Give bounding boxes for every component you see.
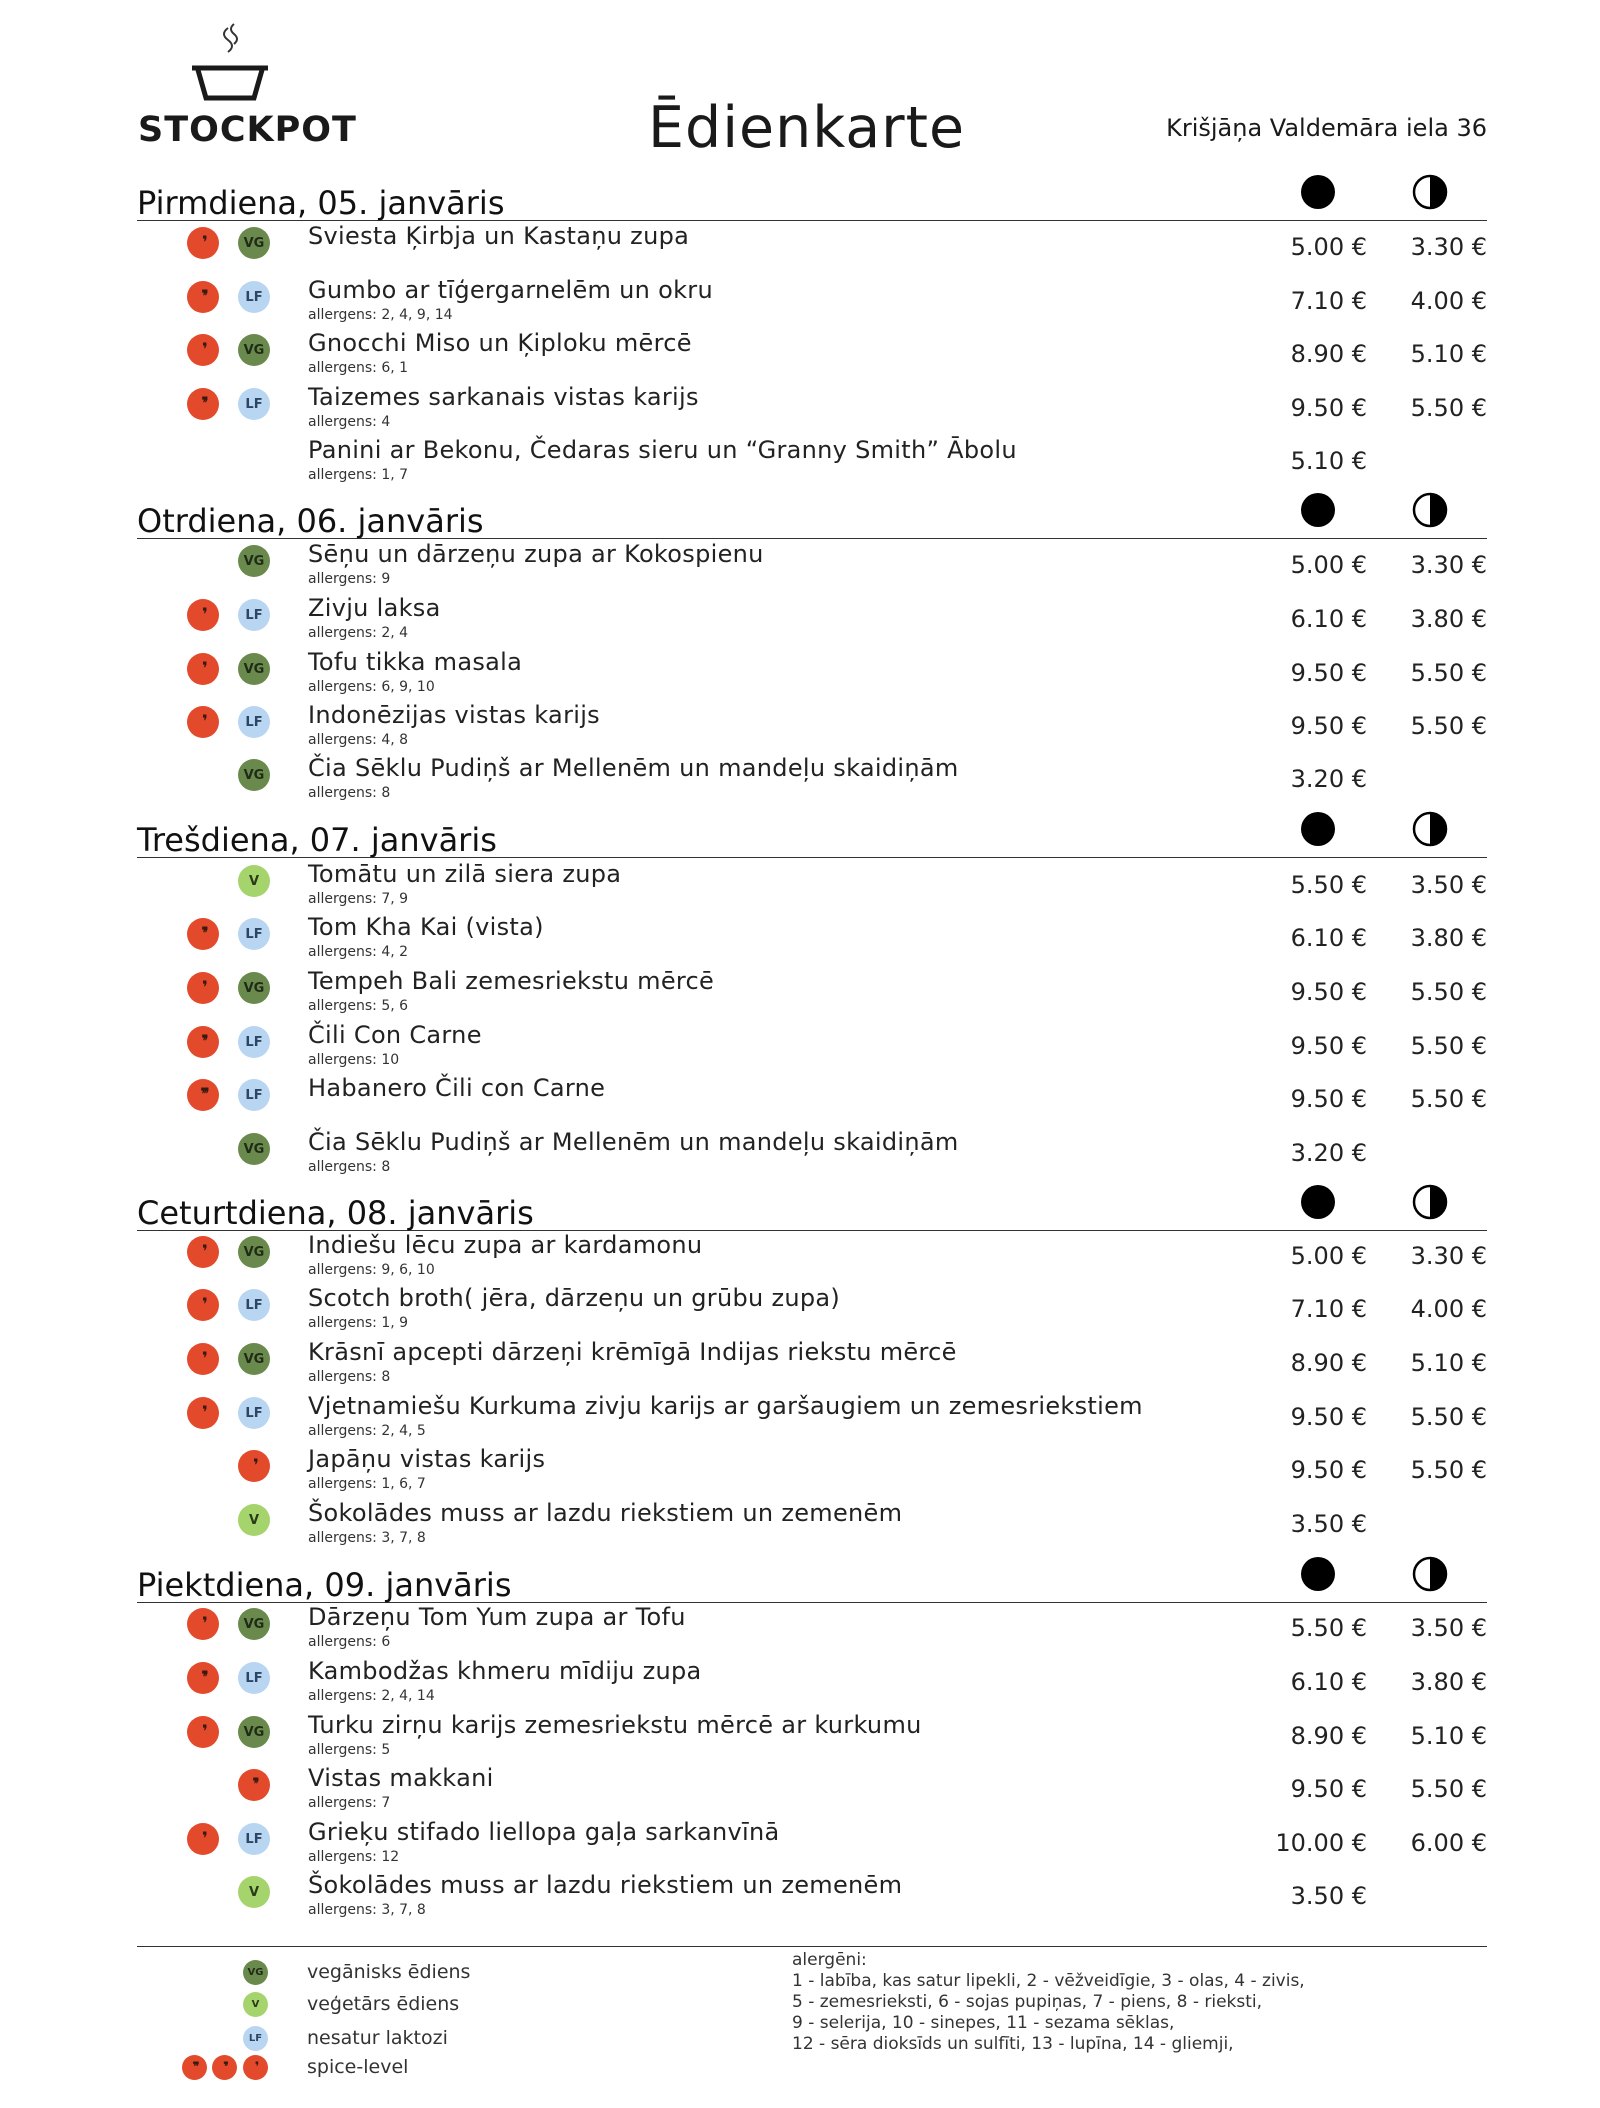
menu-item [0,222,1600,275]
price-half: 5.50 € [1410,659,1487,687]
allergen-key-line: 9 - selerija, 10 - sinepes, 11 - sezama sēklas, [792,2013,1175,2033]
half-portion-icon [1412,492,1448,528]
price-half: 5.50 € [1410,394,1487,422]
legend-badge: V [243,1992,268,2017]
item-name: Šokolādes muss ar lazdu riekstiem un zemenēm [308,1499,903,1527]
price-full: 8.90 € [1290,340,1367,368]
spice-level-badge [187,972,219,1004]
spice-level-badge [187,1662,219,1694]
day-header [137,1542,1487,1603]
diet-badge: LF [238,706,270,738]
price-half: 5.50 € [1410,712,1487,740]
price-half: 3.80 € [1410,605,1487,633]
diet-badge: LF [238,1823,270,1855]
diet-badge: LF [238,1079,270,1111]
item-name: Habanero Čili con Carne [308,1074,606,1102]
diet-badge: V [238,1876,270,1908]
chili-pepper-icon: ❜ [202,1403,204,1423]
full-portion-icon [1300,1184,1336,1220]
item-allergens: allergens: 9, 6, 10 [308,1262,435,1278]
day-header [137,478,1487,539]
price-full: 9.50 € [1290,659,1367,687]
price-half: 4.00 € [1410,1295,1487,1323]
menu-item [0,1871,1600,1924]
item-name: Tofu tikka masala [308,648,523,676]
day-title: Piektdiena, 09. janvāris [137,1566,512,1604]
item-name: Vistas makkani [308,1764,494,1792]
item-allergens: allergens: 1, 7 [308,467,409,483]
chili-pepper-icon: ❜ [202,1295,204,1315]
price-full: 3.50 € [1290,1510,1367,1538]
diet-badge: LF [238,281,270,313]
price-full: 8.90 € [1290,1349,1367,1377]
price-full: 9.50 € [1290,712,1367,740]
diet-badge: LF [238,918,270,950]
allergen-key-title: alergēni: [792,1950,867,1970]
diet-badge: LF [238,1662,270,1694]
stockpot-logo [138,22,357,152]
price-full: 9.50 € [1290,1403,1367,1431]
item-name: Čia Sēklu Pudiņš ar Mellenēm un mandeļu skaidiņām [308,754,959,782]
menu-item [0,540,1600,593]
item-allergens: allergens: 2, 4, 5 [308,1423,426,1439]
spice-level-badge [238,1450,270,1482]
diet-badge: V [238,1504,270,1536]
menu-item [0,1074,1600,1127]
menu-item [0,1445,1600,1498]
half-portion-icon [1412,1556,1448,1592]
price-full: 7.10 € [1290,287,1367,315]
item-name: Japāņu vistas karijs [308,1445,546,1473]
diet-badge: VG [238,227,270,259]
menu-item [0,1338,1600,1391]
diet-badge: LF [238,1026,270,1058]
legend-label: nesatur laktozi [307,2027,448,2049]
price-full: 9.50 € [1290,1085,1367,1113]
menu-item [0,913,1600,966]
price-full: 9.50 € [1290,1456,1367,1484]
day-title: Ceturtdiena, 08. janvāris [137,1194,534,1232]
spice-level-badge [187,388,219,420]
menu-item [0,329,1600,382]
spice-level-badge [187,653,219,685]
allergen-key [792,1950,1352,2055]
diet-badge: LF [238,388,270,420]
price-half: 5.50 € [1410,978,1487,1006]
item-name: Dārzeņu Tom Yum zupa ar Tofu [308,1603,686,1631]
day-header [137,160,1487,221]
price-half: 5.10 € [1410,1722,1487,1750]
price-half: 3.80 € [1410,1668,1487,1696]
price-half: 3.50 € [1410,1614,1487,1642]
price-full: 9.50 € [1290,1775,1367,1803]
item-allergens: allergens: 7, 9 [308,891,409,907]
spice-level-badge [187,918,219,950]
chili-pepper-icon: ❜ [202,1242,204,1262]
spice-level-badge [187,1026,219,1058]
day-title: Pirmdiena, 05. janvāris [137,184,505,222]
allergen-key-line: 1 - labība, kas satur lipekli, 2 - vēžveidīgie, 3 - olas, 4 - zivis, [792,1971,1305,1991]
diet-badge: VG [238,1608,270,1640]
price-full: 3.50 € [1290,1882,1367,1910]
price-full: 3.20 € [1290,1139,1367,1167]
item-name: Tempeh Bali zemesriekstu mērcē [308,967,715,995]
menu-item [0,276,1600,329]
menu-item [0,1657,1600,1710]
chili-pepper-icon: ❜ [202,1829,204,1849]
item-allergens: allergens: 6 [308,1634,391,1650]
item-allergens: allergens: 1, 6, 7 [308,1476,426,1492]
item-allergens: allergens: 5 [308,1742,391,1758]
diet-badge: VG [238,545,270,577]
item-name: Panini ar Bekonu, Čedaras sieru un “Granny Smith” Ābolu [308,436,1017,464]
diet-badge: LF [238,1289,270,1321]
item-allergens: allergens: 2, 4 [308,625,409,641]
allergen-key-line: 12 - sēra dioksīds un sulfīti, 13 - lupīna, 14 - gliemji, [792,2034,1234,2054]
item-allergens: allergens: 9 [308,571,391,587]
price-full: 5.10 € [1290,447,1367,475]
diet-badge: VG [238,1716,270,1748]
spice-level-badge [187,1608,219,1640]
legend-label: vegānisks ēdiens [307,1961,471,1983]
price-half: 5.50 € [1410,1403,1487,1431]
item-allergens: allergens: 3, 7, 8 [308,1530,426,1546]
item-allergens: allergens: 4 [308,414,391,430]
item-allergens: allergens: 2, 4, 14 [308,1688,435,1704]
menu-item [0,648,1600,701]
diet-badge: VG [238,653,270,685]
diet-badge: VG [238,759,270,791]
allergen-key-line: 5 - zemesrieksti, 6 - sojas pupiņas, 7 - piens, 8 - rieksti, [792,1992,1263,2012]
legend-label: spice-level [307,2056,409,2078]
price-full: 3.20 € [1290,765,1367,793]
price-full: 6.10 € [1290,1668,1367,1696]
address: Krišjāņa Valdemāra iela 36 [1166,114,1487,142]
footer-divider [137,1946,1487,1947]
item-allergens: allergens: 4, 8 [308,732,409,748]
chili-pepper-icon: ❜❜ [201,1032,205,1052]
menu-item [0,1284,1600,1337]
price-half: 4.00 € [1410,287,1487,315]
item-allergens: allergens: 6, 9, 10 [308,679,435,695]
menu-item [0,967,1600,1020]
legend-badge: LF [243,2026,268,2051]
full-portion-icon [1300,811,1336,847]
chili-pepper-icon: ❜❜ [252,1775,256,1795]
price-full: 7.10 € [1290,1295,1367,1323]
chili-pepper-icon: ❜ [202,659,204,679]
item-name: Taizemes sarkanais vistas karijs [308,383,699,411]
spice-level-badge [187,1823,219,1855]
chili-pepper-icon: ❜❜ [201,287,205,307]
spice-level-badge [187,1289,219,1321]
item-name: Tomātu un zilā siera zupa [308,860,622,888]
menu-item [0,383,1600,436]
spice-level-badge [187,1343,219,1375]
price-full: 9.50 € [1290,978,1367,1006]
price-full: 5.00 € [1290,233,1367,261]
menu-item [0,701,1600,754]
menu-item [0,1711,1600,1764]
half-portion-icon [1412,811,1448,847]
item-name: Gumbo ar tīģergarnelēm un okru [308,276,713,304]
price-half: 5.50 € [1410,1085,1487,1113]
price-half: 5.50 € [1410,1032,1487,1060]
price-full: 5.00 € [1290,551,1367,579]
diet-badge: VG [238,1343,270,1375]
price-full: 5.50 € [1290,1614,1367,1642]
price-half: 3.30 € [1410,1242,1487,1270]
spice-level-badge [187,1079,219,1111]
item-name: Vjetnamiešu Kurkuma zivju karijs ar garšaugiem un zemesriekstiem [308,1392,1143,1420]
diet-badge: VG [238,972,270,1004]
chili-pepper-icon: ❜ [202,1349,204,1369]
price-half: 6.00 € [1410,1829,1487,1857]
half-portion-icon [1412,174,1448,210]
price-half: 5.10 € [1410,340,1487,368]
item-allergens: allergens: 8 [308,785,391,801]
menu-item [0,1603,1600,1656]
price-full: 5.00 € [1290,1242,1367,1270]
spice-level-badge [187,281,219,313]
menu-item [0,860,1600,913]
item-allergens: allergens: 7 [308,1795,391,1811]
price-full: 10.00 € [1275,1829,1367,1857]
spice-level-badge [187,599,219,631]
diet-badge: VG [238,334,270,366]
price-full: 5.50 € [1290,871,1367,899]
item-name: Gnocchi Miso un Ķiploku mērcē [308,329,692,357]
logo-text: STOCKPOT [138,110,357,150]
chili-pepper-icon: ❜ [202,1722,204,1742]
spice-level-badge [187,706,219,738]
chili-pepper-icon: ❜ [202,340,204,360]
full-portion-icon [1300,492,1336,528]
day-header [137,1170,1487,1231]
price-half: 3.50 € [1410,871,1487,899]
full-portion-icon [1300,174,1336,210]
menu-item [0,594,1600,647]
price-half: 3.30 € [1410,233,1487,261]
chili-pepper-icon: ❜❜ [201,394,205,414]
menu-item [0,1392,1600,1445]
menu-item [0,1764,1600,1817]
chili-pepper-icon: ❜❜❜ [200,1085,206,1105]
chili-pepper-icon: ❜❜ [201,924,205,944]
diet-badge: VG [238,1236,270,1268]
half-portion-icon [1412,1184,1448,1220]
item-name: Sēņu un dārzeņu zupa ar Kokospienu [308,540,764,568]
diet-badge: LF [238,1397,270,1429]
chili-pepper-icon: ❜ [202,605,204,625]
chili-pepper-icon: ❜ [202,1614,204,1634]
chili-pepper-icon: ❜❜ [201,1668,205,1688]
item-name: Sviesta Ķirbja un Kastaņu zupa [308,222,690,250]
item-allergens: allergens: 3, 7, 8 [308,1902,426,1918]
item-allergens: allergens: 1, 9 [308,1315,409,1331]
price-full: 8.90 € [1290,1722,1367,1750]
page-title: Ēdienkarte [648,95,966,161]
price-half: 5.50 € [1410,1456,1487,1484]
item-name: Kambodžas khmeru mīdiju zupa [308,1657,702,1685]
full-portion-icon [1300,1556,1336,1592]
price-half: 3.80 € [1410,924,1487,952]
item-name: Turku zirņu karijs zemesriekstu mērcē ar kurkumu [308,1711,922,1739]
item-name: Indonēzijas vistas karijs [308,701,600,729]
item-name: Krāsnī apcepti dārzeņi krēmīgā Indijas riekstu mērcē [308,1338,957,1366]
item-name: Grieķu stifado liellopa gaļa sarkanvīnā [308,1818,780,1846]
item-allergens: allergens: 12 [308,1849,400,1865]
menu-item [0,1818,1600,1871]
price-half: 3.30 € [1410,551,1487,579]
price-half: 5.50 € [1410,1775,1487,1803]
price-full: 6.10 € [1290,605,1367,633]
menu-item [0,1021,1600,1074]
chili-pepper-icon: ❜ [202,233,204,253]
price-half: 5.10 € [1410,1349,1487,1377]
item-allergens: allergens: 5, 6 [308,998,409,1014]
chili-pepper-icon: ❜❜❜ [182,2055,207,2080]
item-name: Čili Con Carne [308,1021,482,1049]
diet-badge: V [238,865,270,897]
chili-pepper-icon: ❜❜ [212,2055,237,2080]
spice-level-badge [187,1397,219,1429]
diet-badge: VG [238,1133,270,1165]
chili-pepper-icon: ❜ [202,712,204,732]
item-allergens: allergens: 8 [308,1369,391,1385]
spice-level-badge [187,1236,219,1268]
item-allergens: allergens: 8 [308,1159,391,1175]
item-allergens: allergens: 10 [308,1052,400,1068]
chili-pepper-icon: ❜ [202,978,204,998]
spice-level-badge [238,1769,270,1801]
day-header [137,797,1487,858]
item-allergens: allergens: 4, 2 [308,944,409,960]
item-allergens: allergens: 6, 1 [308,360,409,376]
day-title: Otrdiena, 06. janvāris [137,502,484,540]
item-name: Šokolādes muss ar lazdu riekstiem un zemenēm [308,1871,903,1899]
legend-label: veģetārs ēdiens [307,1993,460,2015]
price-full: 6.10 € [1290,924,1367,952]
day-title: Trešdiena, 07. janvāris [137,821,497,859]
chili-pepper-icon: ❜ [243,2055,268,2080]
price-full: 9.50 € [1290,1032,1367,1060]
pot-icon [192,22,272,102]
chili-pepper-icon: ❜ [253,1456,255,1476]
item-name: Indiešu lēcu zupa ar kardamonu [308,1231,703,1259]
spice-level-badge [187,334,219,366]
item-name: Zivju laksa [308,594,441,622]
spice-level-badge [187,227,219,259]
price-full: 9.50 € [1290,394,1367,422]
item-name: Scotch broth( jēra, dārzeņu un grūbu zupa) [308,1284,841,1312]
item-allergens: allergens: 2, 4, 9, 14 [308,307,453,323]
item-name: Tom Kha Kai (vista) [308,913,544,941]
diet-badge: LF [238,599,270,631]
legend-badge: VG [243,1960,268,1985]
item-name: Čia Sēklu Pudiņš ar Mellenēm un mandeļu skaidiņām [308,1128,959,1156]
spice-level-badge [187,1716,219,1748]
menu-item [0,1231,1600,1284]
